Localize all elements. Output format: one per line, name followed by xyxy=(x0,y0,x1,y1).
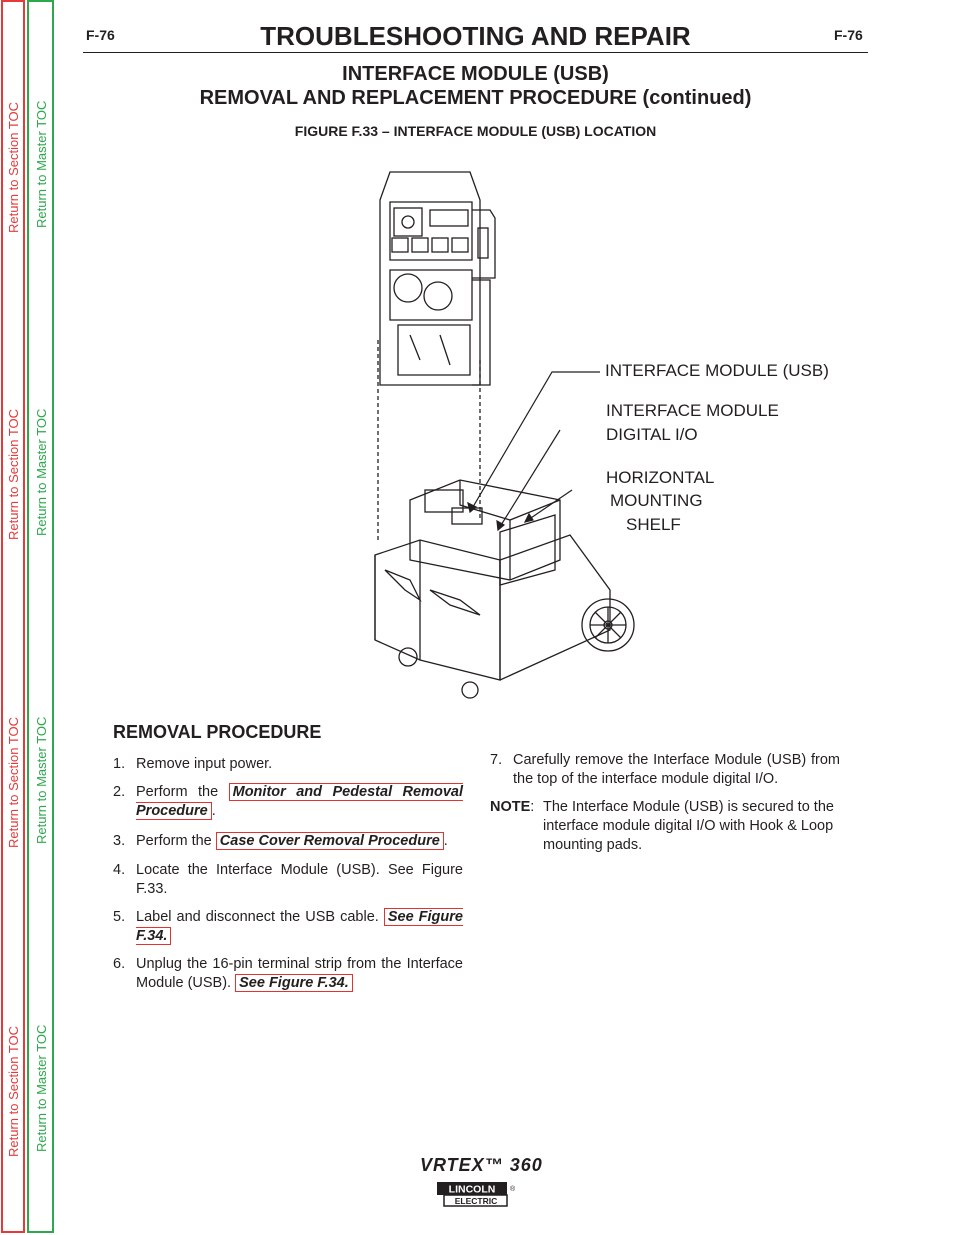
return-section-toc-link-2[interactable]: Return to Section TOC xyxy=(6,408,21,540)
return-section-toc-link-4[interactable]: Return to Section TOC xyxy=(6,1025,21,1157)
callout-digital-io-line2: DIGITAL I/O xyxy=(606,425,698,444)
step-number: 7. xyxy=(490,752,503,768)
figure-caption: FIGURE F.33 – INTERFACE MODULE (USB) LOCATION xyxy=(294,123,657,139)
return-master-toc-link-2[interactable]: Return to Master TOC xyxy=(34,408,49,536)
step-2 xyxy=(113,783,463,821)
return-master-toc-link-1[interactable]: Return to Master TOC xyxy=(34,100,49,228)
svg-text:®: ® xyxy=(510,1186,516,1193)
step-text: Label and disconnect the USB cable. xyxy=(136,909,379,925)
callout-digital-io-line1: INTERFACE MODULE xyxy=(606,401,779,420)
header-rule xyxy=(83,52,868,53)
page-number-left: F-76 xyxy=(86,27,115,43)
see-figure-f34-link-1[interactable]: See Figure F.34. xyxy=(136,909,463,944)
callout-shelf-line3: SHELF xyxy=(626,515,681,534)
step-text: Unplug the 16-pin terminal strip from the Interface Module (USB). xyxy=(136,956,463,991)
return-section-toc-link-3[interactable]: Return to Section TOC xyxy=(6,716,21,848)
step-text: Perform the xyxy=(136,833,212,849)
step-7 xyxy=(490,751,840,789)
step-number: 1. xyxy=(113,756,126,772)
step-3 xyxy=(113,832,463,851)
note-label: NOTE xyxy=(490,799,531,815)
page-title: TROUBLESHOOTING AND REPAIR xyxy=(260,21,691,51)
page-number-right: F-76 xyxy=(834,27,863,43)
step-text: Remove input power. xyxy=(136,756,273,772)
step-number: 5. xyxy=(113,909,126,925)
removal-procedure-heading: REMOVAL PROCEDURE xyxy=(113,722,322,742)
section-subtitle-1: INTERFACE MODULE (USB) xyxy=(342,63,609,85)
step-number: 3. xyxy=(113,833,126,849)
note: NOTE: The Interface Module (USB) is secured to the interface module digital I/O with Hook & Loop mounting pads. xyxy=(490,798,840,855)
step-text: Locate the Interface Module (USB). See Figure F.33. xyxy=(136,862,463,897)
step-6 xyxy=(113,955,463,993)
step-1 xyxy=(113,755,463,774)
monitor-pedestal-removal-link[interactable]: Monitor and Pedestal Removal Procedure xyxy=(136,784,463,819)
svg-text:ELECTRIC: ELECTRIC xyxy=(454,1196,498,1206)
callout-interface-module-usb: INTERFACE MODULE (USB) xyxy=(605,361,829,380)
step-text: Carefully remove the Interface Module (USB) from the top of the interface module digital I/O. xyxy=(513,752,840,787)
step-5 xyxy=(113,908,463,946)
step-number: 6. xyxy=(113,956,126,972)
callout-shelf-line2: MOUNTING xyxy=(610,491,703,510)
see-figure-f34-link-2[interactable]: See Figure F.34. xyxy=(235,974,353,992)
case-cover-removal-link[interactable]: Case Cover Removal Procedure xyxy=(216,832,444,850)
section-subtitle-2: REMOVAL AND REPLACEMENT PROCEDURE (continued) xyxy=(199,87,752,109)
step-number: 2. xyxy=(113,784,126,800)
step-4 xyxy=(113,861,463,899)
model-name: VRTEX™ 360 xyxy=(420,1155,543,1175)
return-master-toc-link-3[interactable]: Return to Master TOC xyxy=(34,716,49,844)
step-punct: . xyxy=(211,803,216,819)
note-text: The Interface Module (USB) is secured to the interface module digital I/O with Hook & Loop mounting pads. xyxy=(543,799,834,853)
step-punct: . xyxy=(443,833,448,849)
svg-text:LINCOLN: LINCOLN xyxy=(448,1183,496,1196)
callout-shelf-line1: HORIZONTAL xyxy=(606,468,715,487)
lincoln-electric-logo xyxy=(436,1180,516,1208)
return-master-toc-link-4[interactable]: Return to Master TOC xyxy=(34,1024,49,1152)
return-section-toc-link-1[interactable]: Return to Section TOC xyxy=(6,101,21,233)
step-text: Perform the xyxy=(136,784,219,800)
step-number: 4. xyxy=(113,862,126,878)
